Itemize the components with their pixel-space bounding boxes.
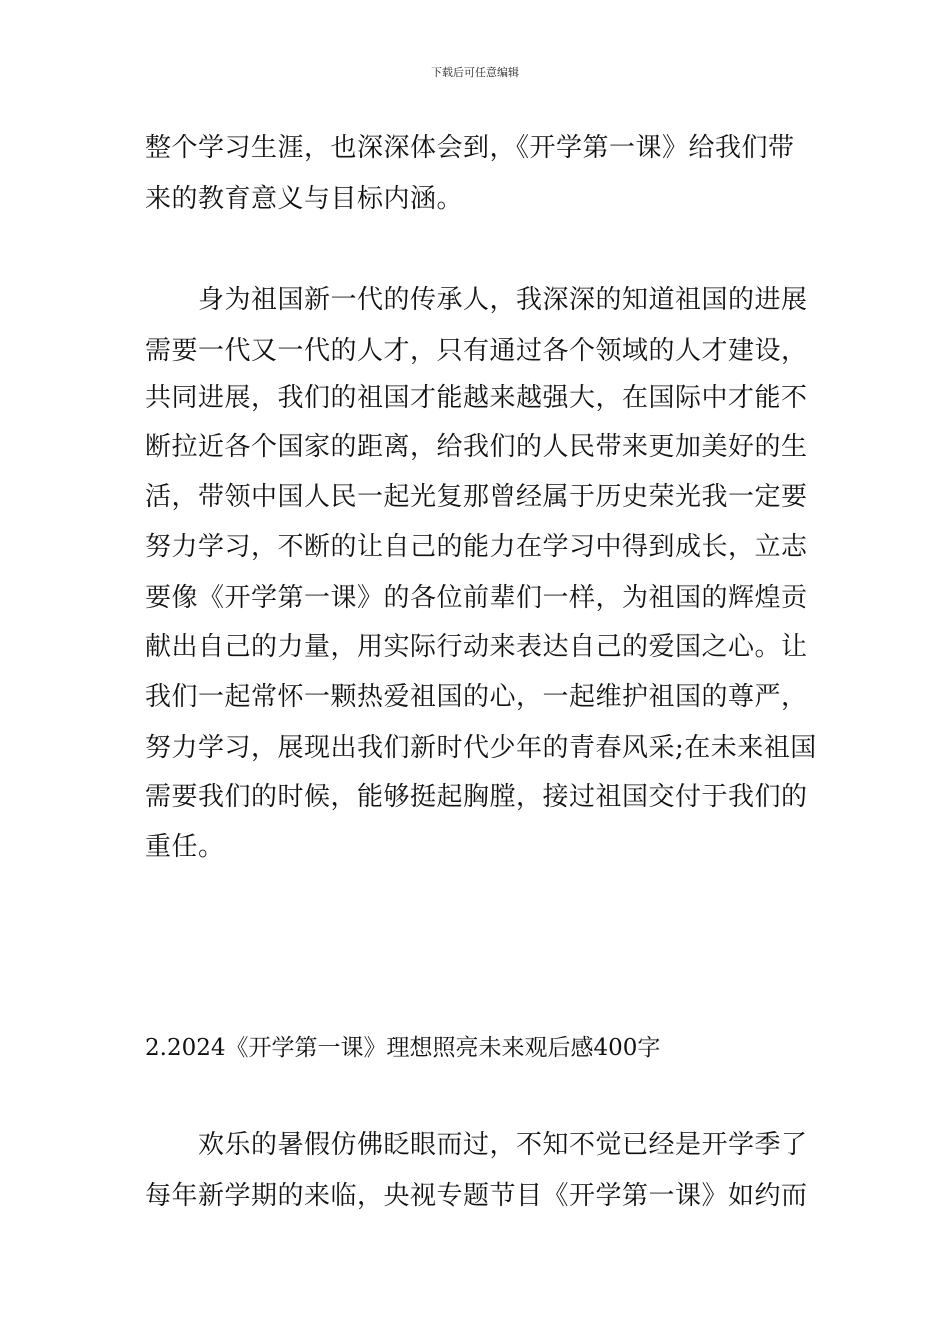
paragraph-2-line: 努力学习，不断的让自己的能力在学习中得到成长，立志	[145, 532, 808, 562]
paragraph-2-line: 需要我们的时候，能够挺起胸膛，接过祖国交付于我们的	[145, 782, 808, 812]
paragraph-2-line: 需要一代又一代的人才，只有通过各个领域的人才建设，	[145, 336, 808, 366]
paragraph-2-line: 身为祖国新一代的传承人，我深深的知道祖国的进展	[145, 285, 808, 315]
paragraph-2-line: 努力学习，展现出我们新时代少年的青春风采;在未来祖国	[145, 733, 817, 763]
paragraph-2-line: 重任。	[145, 832, 225, 862]
page-header: 下载后可任意编辑	[431, 66, 519, 79]
paragraph-3-line: 欢乐的暑假仿佛眨眼而过，不知不觉已经是开学季了	[145, 1130, 808, 1160]
paragraph-2-line: 要像《开学第一课》的各位前辈们一样，为祖国的辉煌贡	[145, 583, 808, 613]
paragraph-1-line: 来的教育意义与目标内涵。	[145, 184, 464, 214]
paragraph-2-line: 断拉近各个国家的距离，给我们的人民带来更加美好的生	[145, 432, 808, 462]
paragraph-3-line: 每年新学期的来临，央视专题节目《开学第一课》如约而	[145, 1181, 808, 1211]
paragraph-1-line: 整个学习生涯，也深深体会到，《开学第一课》给我们带	[145, 133, 795, 163]
paragraph-2-line: 我们一起常怀一颗热爱祖国的心，一起维护祖国的尊严，	[145, 682, 808, 712]
paragraph-2-line: 献出自己的力量，用实际行动来表达自己的爱国之心。让	[145, 632, 808, 662]
paragraph-2-line: 活，带领中国人民一起光复那曾经属于历史荣光我一定要	[145, 482, 808, 512]
paragraph-2-line: 共同进展，我们的祖国才能越来越强大，在国际中才能不	[145, 383, 808, 413]
section-heading: 2.2024《开学第一课》理想照亮未来观后感400字	[145, 1035, 661, 1061]
